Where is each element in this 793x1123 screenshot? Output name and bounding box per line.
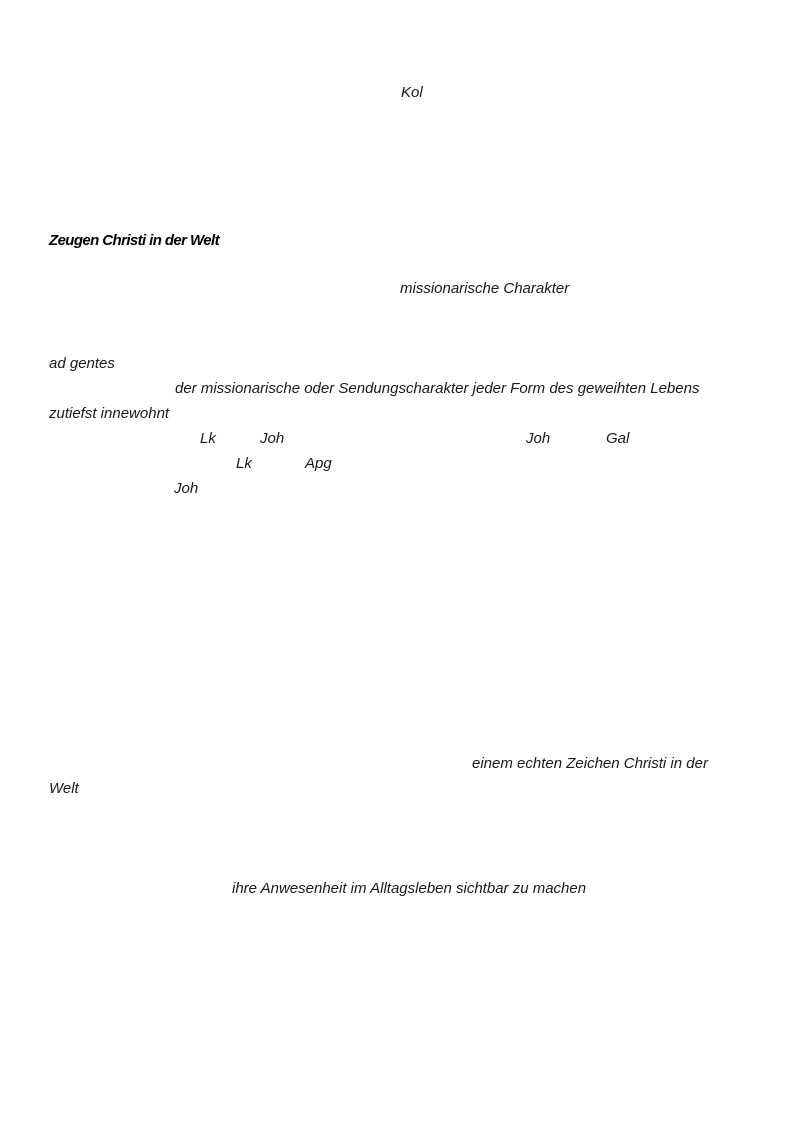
emphasis-ad-gentes: ad gentes xyxy=(49,355,115,372)
emphasis-sign-part2: Welt xyxy=(49,780,79,797)
emphasis-sentence-part2: zutiefst innewohnt xyxy=(49,405,170,422)
scripture-ref-joh: Joh xyxy=(174,480,199,497)
emphasis-missionary-character: missionarische Charakter xyxy=(400,280,570,297)
section-heading: Zeugen Christi in der Welt xyxy=(49,232,219,249)
scripture-ref-lk: Lk xyxy=(236,455,252,472)
emphasis-sign-part1: einem echten Zeichen Christi in der xyxy=(472,755,708,772)
scripture-ref-joh: Joh xyxy=(260,430,285,447)
scripture-ref-apg: Apg xyxy=(305,455,332,472)
scripture-ref-lk: Lk xyxy=(200,430,216,447)
emphasis-presence: ihre Anwesenheit im Alltagsleben sichtbar zu machen xyxy=(232,880,587,897)
scripture-ref-kol: Kol xyxy=(401,84,423,101)
scripture-ref-joh: Joh xyxy=(526,430,551,447)
scripture-ref-gal: Gal xyxy=(606,430,630,447)
emphasis-sentence-part1: der missionarische oder Sendungscharakter jeder Form des geweihten Lebens xyxy=(175,380,700,397)
